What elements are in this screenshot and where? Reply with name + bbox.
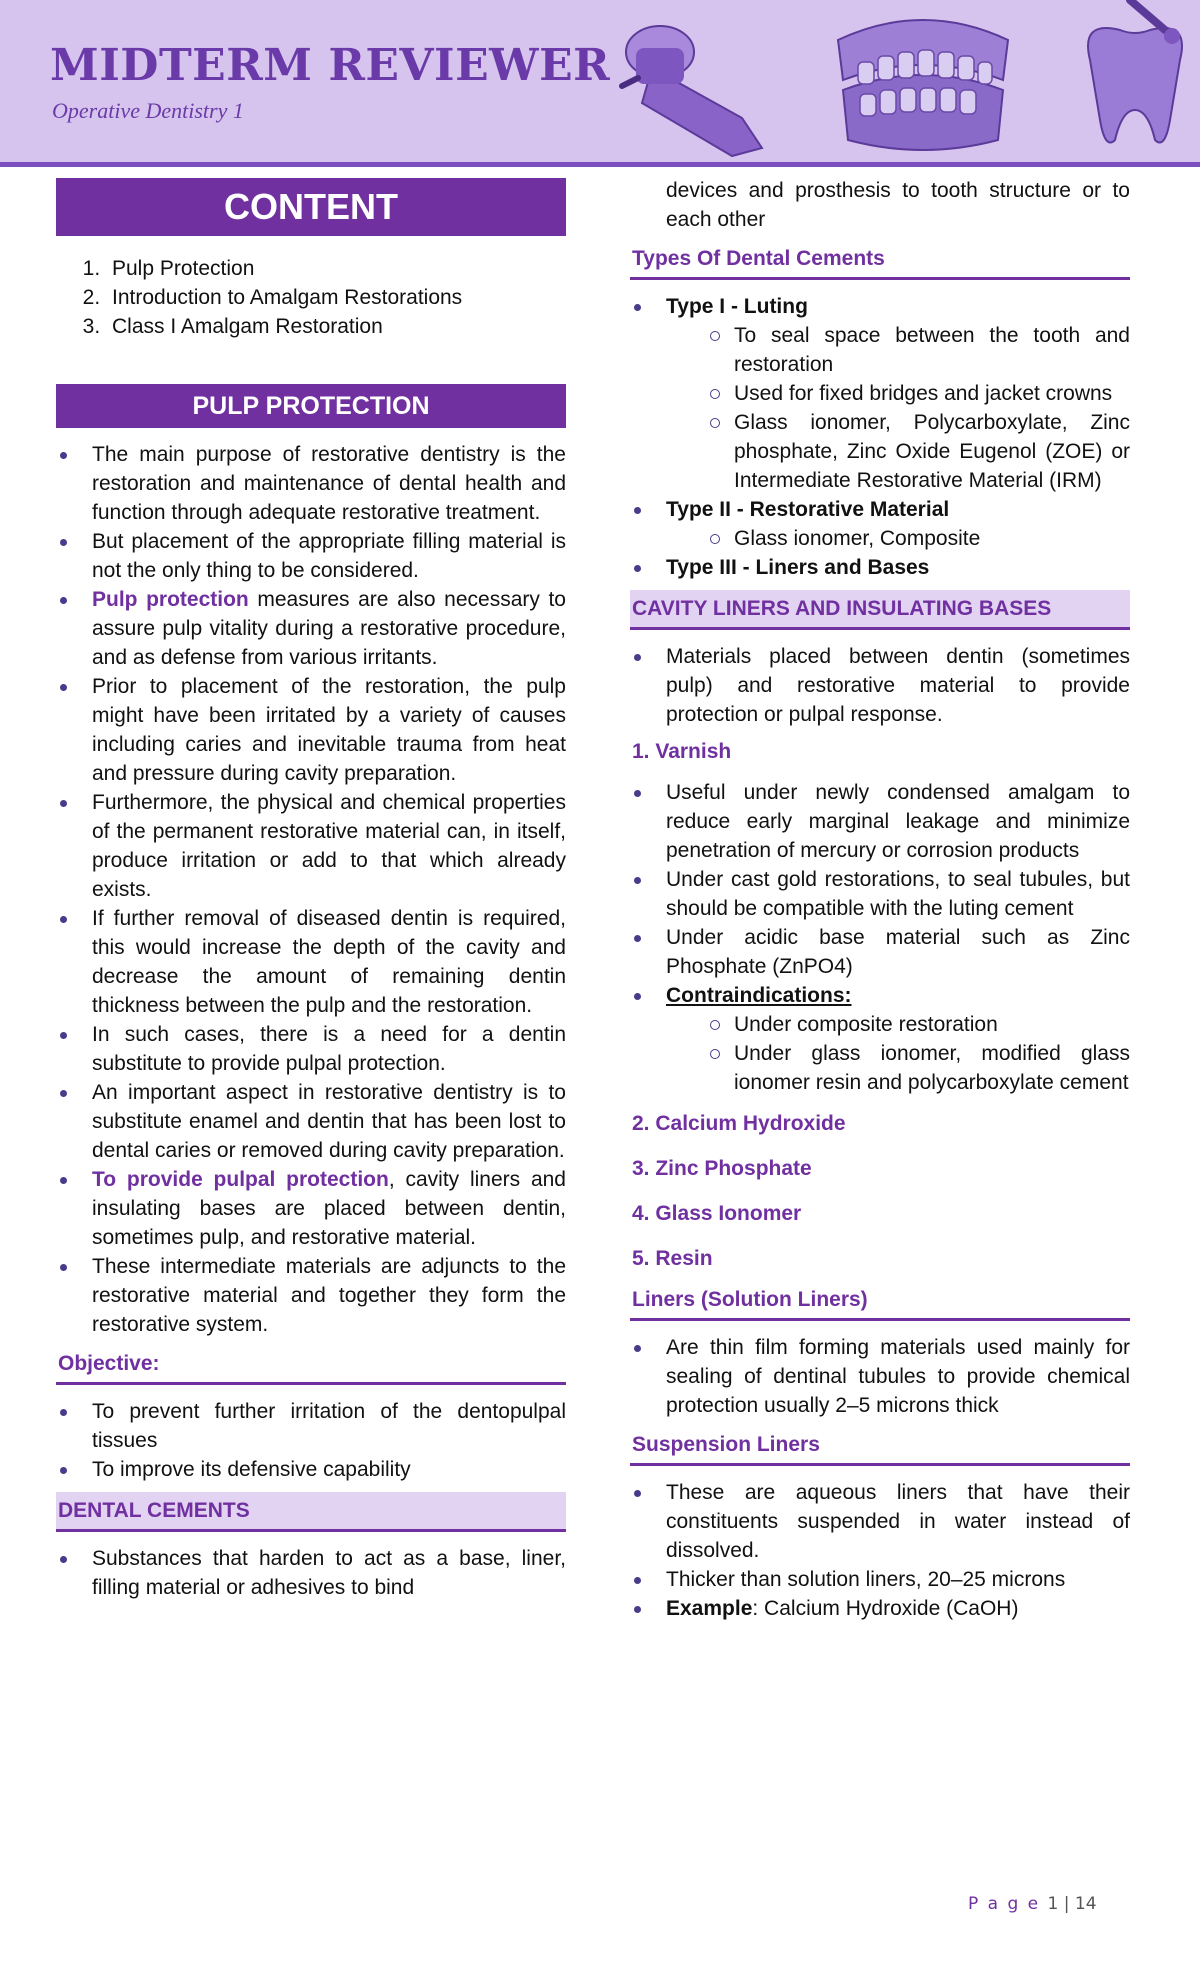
cements-continued: devices and prosthesis to tooth structure or to each other (666, 179, 1130, 231)
calcium-hydroxide-heading: 2. Calcium Hydroxide (632, 1112, 846, 1135)
varnish-heading: 1. Varnish (632, 740, 732, 763)
pulp-protection-band: PULP PROTECTION (56, 384, 566, 428)
page-footer (968, 1894, 1097, 1914)
objective-list (56, 1397, 566, 1484)
solution-liners-heading: Liners (Solution Liners) (630, 1283, 1130, 1321)
content-item: 1. Pulp Protection (106, 254, 566, 283)
pulp-protection-list (56, 440, 566, 1339)
solution-list (630, 1333, 1130, 1420)
sub-list (700, 1010, 1130, 1097)
sub-item: Used for fixed bridges and jacket crowns (700, 379, 1130, 408)
contraindications-label: Contraindications: (666, 984, 852, 1007)
list-item-text: , cavity liners and insulating bases are placed between dentin, sometimes pulp, and restorative material. (92, 1168, 566, 1249)
list-item (630, 981, 1130, 1097)
list-item (630, 292, 1130, 495)
right-column (630, 176, 1130, 1623)
list-item: Materials placed between dentin (sometimes pulp) and restorative material to provide protection or pulpal response. (630, 642, 1130, 729)
list-item: Prior to placement of the restoration, the pulp might have been irritated by a variety of causes including caries and inevitable trauma from heat and pressure during cavity preparation. (56, 672, 566, 788)
list-item: These intermediate materials are adjuncts to the restorative material and together they form the restorative system. (56, 1252, 566, 1339)
list-item: In such cases, there is a need for a dentin substitute to provide pulpal protection. (56, 1020, 566, 1078)
list-item (630, 1594, 1130, 1623)
type-label: Type II - Restorative Material (666, 498, 950, 521)
list-item: Furthermore, the physical and chemical properties of the permanent restorative material can, in itself, produce irritation or add to that which already exists. (56, 788, 566, 904)
example-text: : Calcium Hydroxide (CaOH) (752, 1597, 1019, 1620)
dental-handpiece-icon (612, 8, 782, 158)
header-rule (0, 162, 1200, 167)
dental-cements-heading: DENTAL CEMENTS (56, 1492, 566, 1532)
cavity-liners-heading: CAVITY LINERS AND INSULATING BASES (630, 590, 1130, 630)
content-item: 3. Class I Amalgam Restoration (106, 312, 566, 341)
sub-list (700, 321, 1130, 495)
sub-list (700, 524, 1130, 553)
list-item (630, 495, 1130, 553)
sub-item: To seal space between the tooth and restoration (700, 321, 1130, 379)
sub-item: Glass ionomer, Polycarboxylate, Zinc phosphate, Zinc Oxide Eugenol (ZOE) or Intermediate Restorative Material (IRM) (700, 408, 1130, 495)
sub-item: Under glass ionomer, modified glass ionomer resin and polycarboxylate cement (700, 1039, 1130, 1097)
list-item: Useful under newly condensed amalgam to reduce early marginal leakage and minimize penetration of mercury or corrosion products (630, 778, 1130, 865)
glass-ionomer-heading: 4. Glass Ionomer (632, 1202, 802, 1225)
types-list (630, 292, 1130, 582)
objective-heading: Objective: (56, 1347, 566, 1385)
example-label: Example (666, 1597, 753, 1620)
types-heading: Types Of Dental Cements (630, 242, 1130, 280)
list-item: Are thin film forming materials used mainly for sealing of dentinal tubules to provide chemical protection usually 2–5 microns thick (630, 1333, 1130, 1420)
highlight-text: Pulp protection (92, 588, 249, 611)
doc-title: MIDTERM REVIEWER (50, 40, 611, 91)
suspension-list (630, 1478, 1130, 1623)
liners-list (630, 642, 1130, 729)
list-item: The main purpose of restorative dentistry is the restoration and maintenance of dental health and function through adequate restorative treatment. (56, 440, 566, 527)
doc-subtitle: Operative Dentistry 1 (52, 98, 244, 123)
page-label: P a g e (968, 1894, 1041, 1914)
list-item: Under acidic base material such as Zinc Phosphate (ZnPO4) (630, 923, 1130, 981)
content-band: CONTENT (56, 178, 566, 236)
type-label: Type I - Luting (666, 295, 808, 318)
list-item: Under cast gold restorations, to seal tubules, but should be compatible with the luting cement (630, 865, 1130, 923)
list-item: An important aspect in restorative dentistry is to substitute enamel and dentin that has been lost to dental caries or removed during cavity preparation. (56, 1078, 566, 1165)
left-column (56, 172, 566, 1602)
list-item: These are aqueous liners that have their constituents suspended in water instead of dissolved. (630, 1478, 1130, 1565)
list-item: Thicker than solution liners, 20–25 microns (630, 1565, 1130, 1594)
list-item (56, 1165, 566, 1252)
highlight-text: To provide pulpal protection (92, 1168, 389, 1191)
resin-heading: 5. Resin (632, 1247, 713, 1270)
list-item: But placement of the appropriate filling material is not the only thing to be considered. (56, 527, 566, 585)
suspension-liners-heading: Suspension Liners (630, 1428, 1130, 1466)
list-item-text: measures are also necessary to assure pulp vitality during a restorative procedure, and as defense from various irritants. (92, 588, 566, 669)
cements-list (56, 1544, 566, 1602)
varnish-list (630, 778, 1130, 1097)
sub-item: Glass ionomer, Composite (700, 524, 1130, 553)
list-item (630, 553, 1130, 582)
content-item: 2. Introduction to Amalgam Restorations (106, 283, 566, 312)
list-item: Substances that harden to act as a base, liner, filling material or adhesives to bind (56, 1544, 566, 1602)
type-label: Type III - Liners and Bases (666, 556, 930, 579)
sub-item: Under composite restoration (700, 1010, 1130, 1039)
list-item: To improve its defensive capability (56, 1455, 566, 1484)
list-item (56, 585, 566, 672)
dentures-icon (828, 10, 1018, 158)
list-item: If further removal of diseased dentin is required, this would increase the depth of the cavity and decrease the amount of remaining dentin thickness between the pulp and the restoration. (56, 904, 566, 1020)
content-list (56, 254, 566, 341)
page-number: 1 | 14 (1047, 1894, 1097, 1914)
list-item: To prevent further irritation of the dentopulpal tissues (56, 1397, 566, 1455)
zinc-phosphate-heading: 3. Zinc Phosphate (632, 1157, 812, 1180)
tooth-drill-icon (1060, 0, 1200, 160)
